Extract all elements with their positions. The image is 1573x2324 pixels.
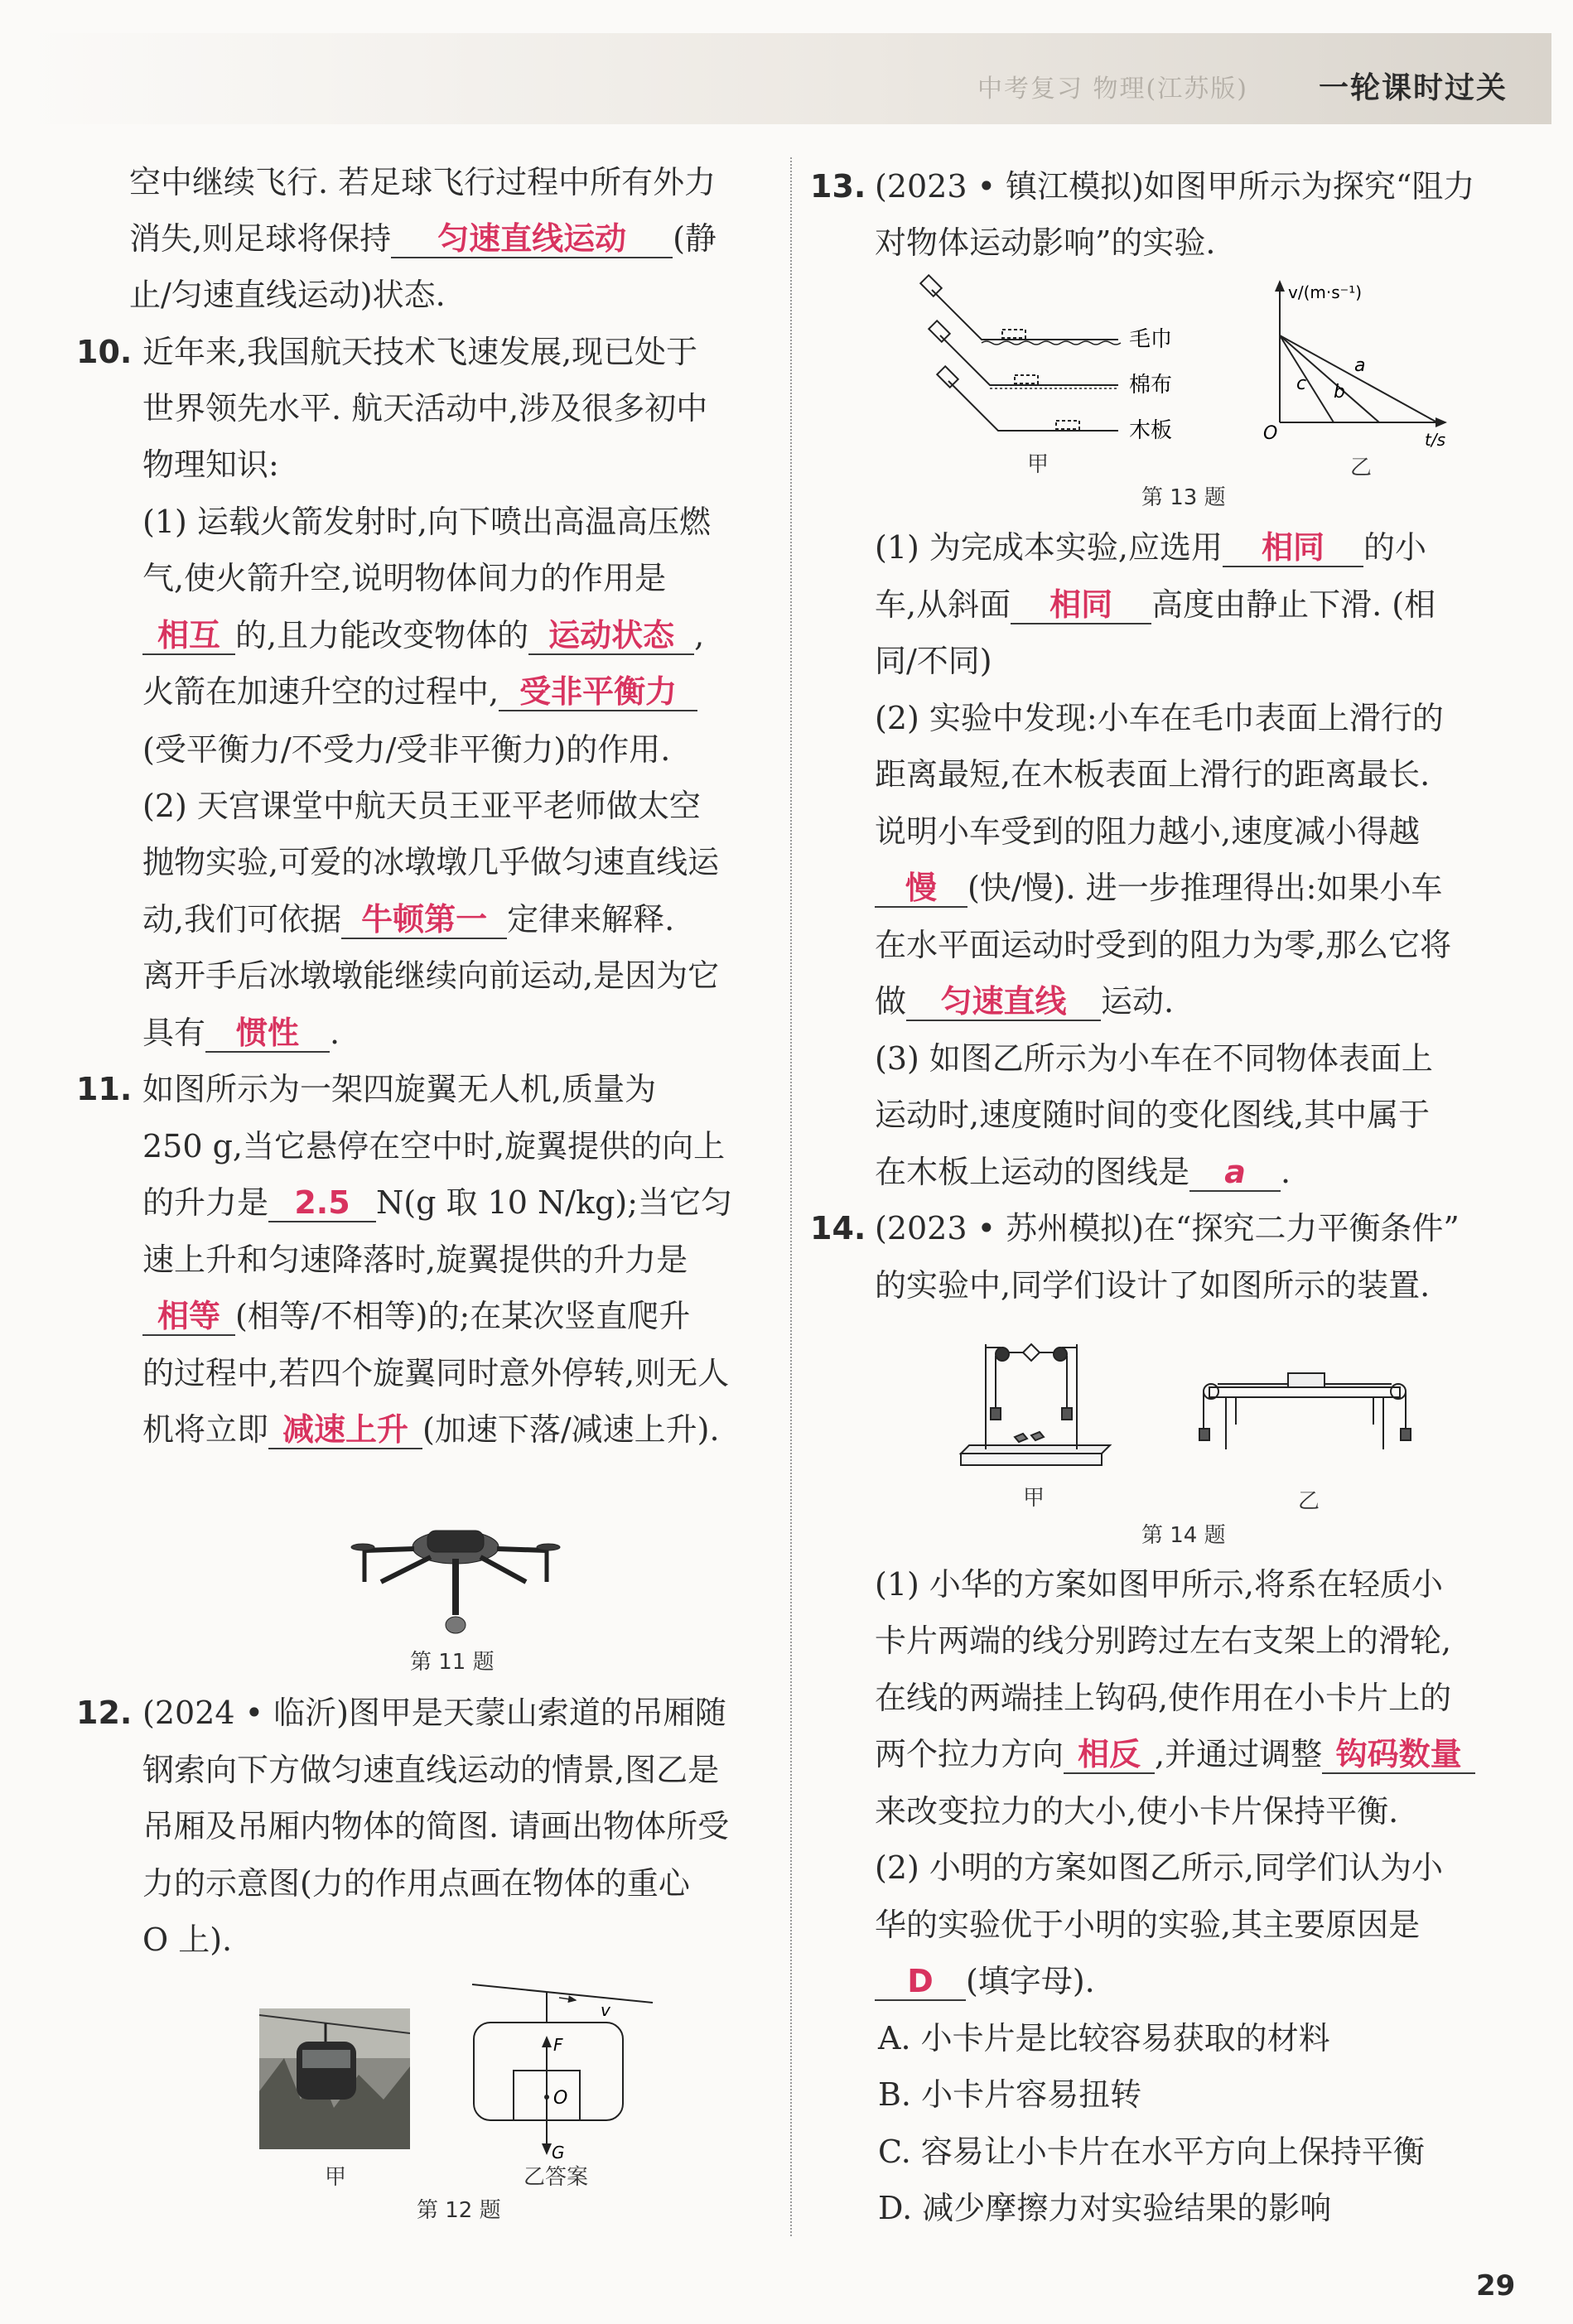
text-line (129, 218, 717, 259)
text: ,并通过调整 (1155, 1736, 1323, 1772)
text: 消失,则足球将保持 (129, 220, 392, 257)
text-line: 卡片两端的线分别跨过左右支架上的滑轮, (875, 1622, 1452, 1659)
card-balance-apparatus (944, 1329, 1118, 1478)
question-14 (810, 1208, 866, 1249)
velocity-time-graph (1255, 273, 1470, 464)
option-B: B. 小卡片容易扭转 (878, 2076, 1142, 2113)
text-line: (1) 小华的方案如图甲所示,将系在轻质小 (875, 1566, 1443, 1603)
figure-label-yi: 乙 (1350, 456, 1373, 480)
figure-caption: 第 14 题 (1141, 1523, 1226, 1548)
text-line: 距离最短,在木板表面上滑行的距离最长. (875, 756, 1431, 793)
question-number: 13. (810, 168, 866, 205)
text-line: 运动时,速度随时间的变化图线,其中属于 (875, 1097, 1431, 1133)
figure-label-yi-answer: 乙答案 (524, 2165, 589, 2190)
text-line (875, 1151, 1291, 1193)
text-line: 近年来,我国航天技术飞速发展,现已处于 (142, 334, 698, 370)
text-line: (3) 如图乙所示为小车在不同物体表面上 (875, 1040, 1433, 1077)
text-line: 离开手后冰墩墩能继续向前运动,是因为它 (142, 957, 720, 994)
text: 定律来解释. (507, 901, 675, 938)
figure-label-jia: 甲 (1023, 1486, 1045, 1511)
text: (静 (673, 220, 717, 257)
header-title: 一轮课时过关 (1319, 71, 1508, 105)
drone-illustration (351, 1531, 560, 1633)
text-line (875, 981, 1174, 1022)
text-line: 的实验中,同学们设计了如图所示的装置. (875, 1267, 1431, 1304)
text: 具有 (142, 1015, 206, 1051)
text-line: 华的实验优于小明的实验,其主要原因是 (875, 1907, 1421, 1943)
text-line: (2023 • 苏州模拟)在“探究二力平衡条件” (875, 1210, 1460, 1246)
text: 的升力是 (142, 1184, 269, 1221)
answer-blank: 匀速直线 (906, 983, 1101, 1021)
table-pulley-apparatus (1193, 1358, 1416, 1466)
text-line (142, 671, 697, 712)
center-label-O: O (553, 2088, 568, 2109)
answer-blank: 相等 (142, 1298, 235, 1336)
answer-blank: 相反 (1064, 1736, 1155, 1774)
question-number: 14. (810, 1210, 866, 1246)
text-line (142, 1409, 720, 1450)
text: (快/慢). 进一步推理得出:如果小车 (967, 870, 1443, 906)
answer-blank: 相互 (142, 617, 235, 655)
text-line: 世界领先水平. 航天活动中,涉及很多初中 (142, 390, 708, 427)
line-label-a: a (1354, 355, 1366, 376)
surface-label-towel: 毛巾 (1129, 327, 1173, 352)
axis-label-t: t/s (1425, 430, 1445, 450)
text-line (142, 1182, 732, 1223)
answer-blank: D (875, 1963, 966, 2001)
text: . (1281, 1154, 1291, 1190)
answer-blank: 匀速直线运动 (391, 220, 673, 258)
text-line: 气,使火箭升空,说明物体间力的作用是 (142, 560, 667, 596)
text-line: 止/匀速直线运动)状态. (129, 277, 446, 313)
incline-experiment-diagram (915, 273, 1197, 464)
text: 运动. (1101, 983, 1175, 1020)
text-line: 说明小车受到的阻力越小,速度减小得越 (875, 813, 1421, 850)
text: 高度由静止下滑. (相 (1151, 586, 1436, 623)
text: (相等/不相等)的;在某次竖直爬升 (235, 1298, 691, 1334)
surface-label-board: 木板 (1129, 418, 1173, 443)
answer-blank: 相同 (1223, 529, 1363, 567)
figure-label-yi: 乙 (1298, 1489, 1320, 1514)
text-line: 力的示意图(力的作用点画在物体的重心 (142, 1865, 690, 1902)
text-line: (2) 天宫课堂中航天员王亚平老师做太空 (142, 788, 701, 824)
option-C: C. 容易让小卡片在水平方向上保持平衡 (878, 2134, 1425, 2170)
force-label-F: F (553, 2035, 563, 2055)
answer-blank: 钩码数量 (1322, 1736, 1475, 1774)
header-series: 中考复习 物理(江苏版) (977, 75, 1248, 104)
figure-label-jia: 甲 (1027, 452, 1049, 477)
line-label-b: b (1334, 382, 1345, 403)
text-line: 来改变拉力的大小,使小卡片保持平衡. (875, 1793, 1399, 1830)
text-line (142, 899, 674, 940)
figure-caption: 第 13 题 (1141, 485, 1226, 510)
surface-label-cotton: 棉布 (1129, 373, 1173, 398)
text: 在木板上运动的图线是 (875, 1154, 1190, 1190)
answer-blank: 减速上升 (268, 1411, 422, 1449)
axis-label-v: v/(m·s⁻¹) (1288, 282, 1363, 302)
text-line: (受平衡力/不受力/受非平衡力)的作用. (142, 731, 671, 768)
text-line: O 上). (142, 1921, 233, 1958)
question-12 (76, 1692, 132, 1733)
text-line (875, 584, 1435, 625)
text: (加速下落/减速上升). (422, 1411, 720, 1448)
text-line: 在线的两端挂上钩码,使作用在小卡片上的 (875, 1680, 1452, 1716)
text: (填字母). (966, 1963, 1095, 1999)
line-label-c: c (1296, 374, 1307, 394)
question-11 (76, 1068, 132, 1110)
text-line: (2) 实验中发现:小车在毛巾表面上滑行的 (875, 700, 1444, 736)
page-number: 29 (1476, 2269, 1516, 2302)
text: . (330, 1015, 340, 1051)
column-divider (790, 157, 792, 2236)
answer-blank: a (1189, 1154, 1281, 1192)
question-number: 11. (76, 1071, 133, 1107)
text-line (875, 1960, 1095, 2002)
cable-car-force-diagram (464, 1979, 663, 2174)
answer-blank: 慢 (875, 870, 967, 908)
text: 的小 (1363, 529, 1427, 566)
text-line: 对物体运动影响”的实验. (875, 224, 1216, 261)
question-10 (76, 331, 132, 373)
option-A: A. 小卡片是比较容易获取的材料 (878, 2020, 1330, 2056)
text-line: 的过程中,若四个旋翼同时意外停转,则无人 (142, 1355, 730, 1391)
text: 车,从斜面 (875, 586, 1011, 623)
text-line: 空中继续飞行. 若足球飞行过程中所有外力 (129, 164, 717, 200)
answer-blank: 相同 (1011, 586, 1151, 624)
text: N(g 取 10 N/kg);当它匀 (376, 1184, 733, 1221)
text-line: 钢索向下方做匀速直线运动的情景,图乙是 (142, 1752, 720, 1788)
text: 机将立即 (142, 1411, 269, 1448)
text: 的,且力能改变物体的 (235, 617, 529, 653)
text-line: 吊厢及吊厢内物体的简图. 请画出物体所受 (142, 1808, 730, 1844)
origin-label: O (1263, 423, 1278, 444)
figure-label-jia: 甲 (325, 2165, 347, 2190)
text-line: 如图所示为一架四旋翼无人机,质量为 (142, 1071, 657, 1107)
text-line (142, 1295, 690, 1337)
text-line: 250 g,当它悬停在空中时,旋翼提供的向上 (142, 1128, 726, 1164)
figure-caption: 第 12 题 (417, 2198, 501, 2223)
cable-car-photo (259, 2008, 410, 2149)
text-line (875, 1733, 1475, 1775)
text-line: 速上升和匀速降落时,旋翼提供的升力是 (142, 1242, 688, 1278)
text: , (694, 617, 705, 653)
text-line: 抛物实验,可爱的冰墩墩几乎做匀速直线运 (142, 844, 720, 880)
question-number: 12. (76, 1695, 133, 1731)
text-line (142, 615, 704, 656)
text: 动,我们可依据 (142, 901, 342, 938)
option-D: D. 减少摩擦力对实验结果的影响 (878, 2190, 1332, 2226)
text-line: (2) 小明的方案如图乙所示,同学们认为小 (875, 1849, 1443, 1886)
text-line: (2024 • 临沂)图甲是天蒙山索道的吊厢随 (142, 1695, 726, 1731)
text-line: 在水平面运动时受到的阻力为零,那么它将 (875, 927, 1452, 963)
text: 火箭在加速升空的过程中, (142, 673, 499, 710)
answer-blank: 受非平衡力 (499, 673, 697, 711)
text-line (875, 527, 1426, 568)
question-13 (810, 166, 866, 207)
velocity-label: v (601, 2000, 610, 2020)
force-label-G: G (552, 2143, 565, 2162)
text-line: (2023 • 镇江模拟)如图甲所示为探究“阻力 (875, 168, 1475, 205)
text-line (875, 867, 1442, 909)
text: 做 (875, 983, 907, 1020)
text: 两个拉力方向 (875, 1736, 1064, 1772)
question-number: 10. (76, 334, 133, 370)
text-line: 同/不同) (875, 643, 992, 679)
figure-caption: 第 11 题 (410, 1650, 495, 1675)
answer-blank: 2.5 (268, 1184, 376, 1222)
answer-blank: 牛顿第一 (341, 901, 507, 939)
text-line: (1) 运载火箭发射时,向下喷出高温高压燃 (142, 504, 711, 540)
drone-figure (348, 1499, 563, 1640)
answer-blank: 运动状态 (528, 617, 694, 655)
text-line: 物理知识: (142, 446, 279, 483)
text-line (142, 1012, 340, 1054)
answer-blank: 惯性 (205, 1015, 330, 1053)
text: (1) 为完成本实验,应选用 (875, 529, 1223, 566)
